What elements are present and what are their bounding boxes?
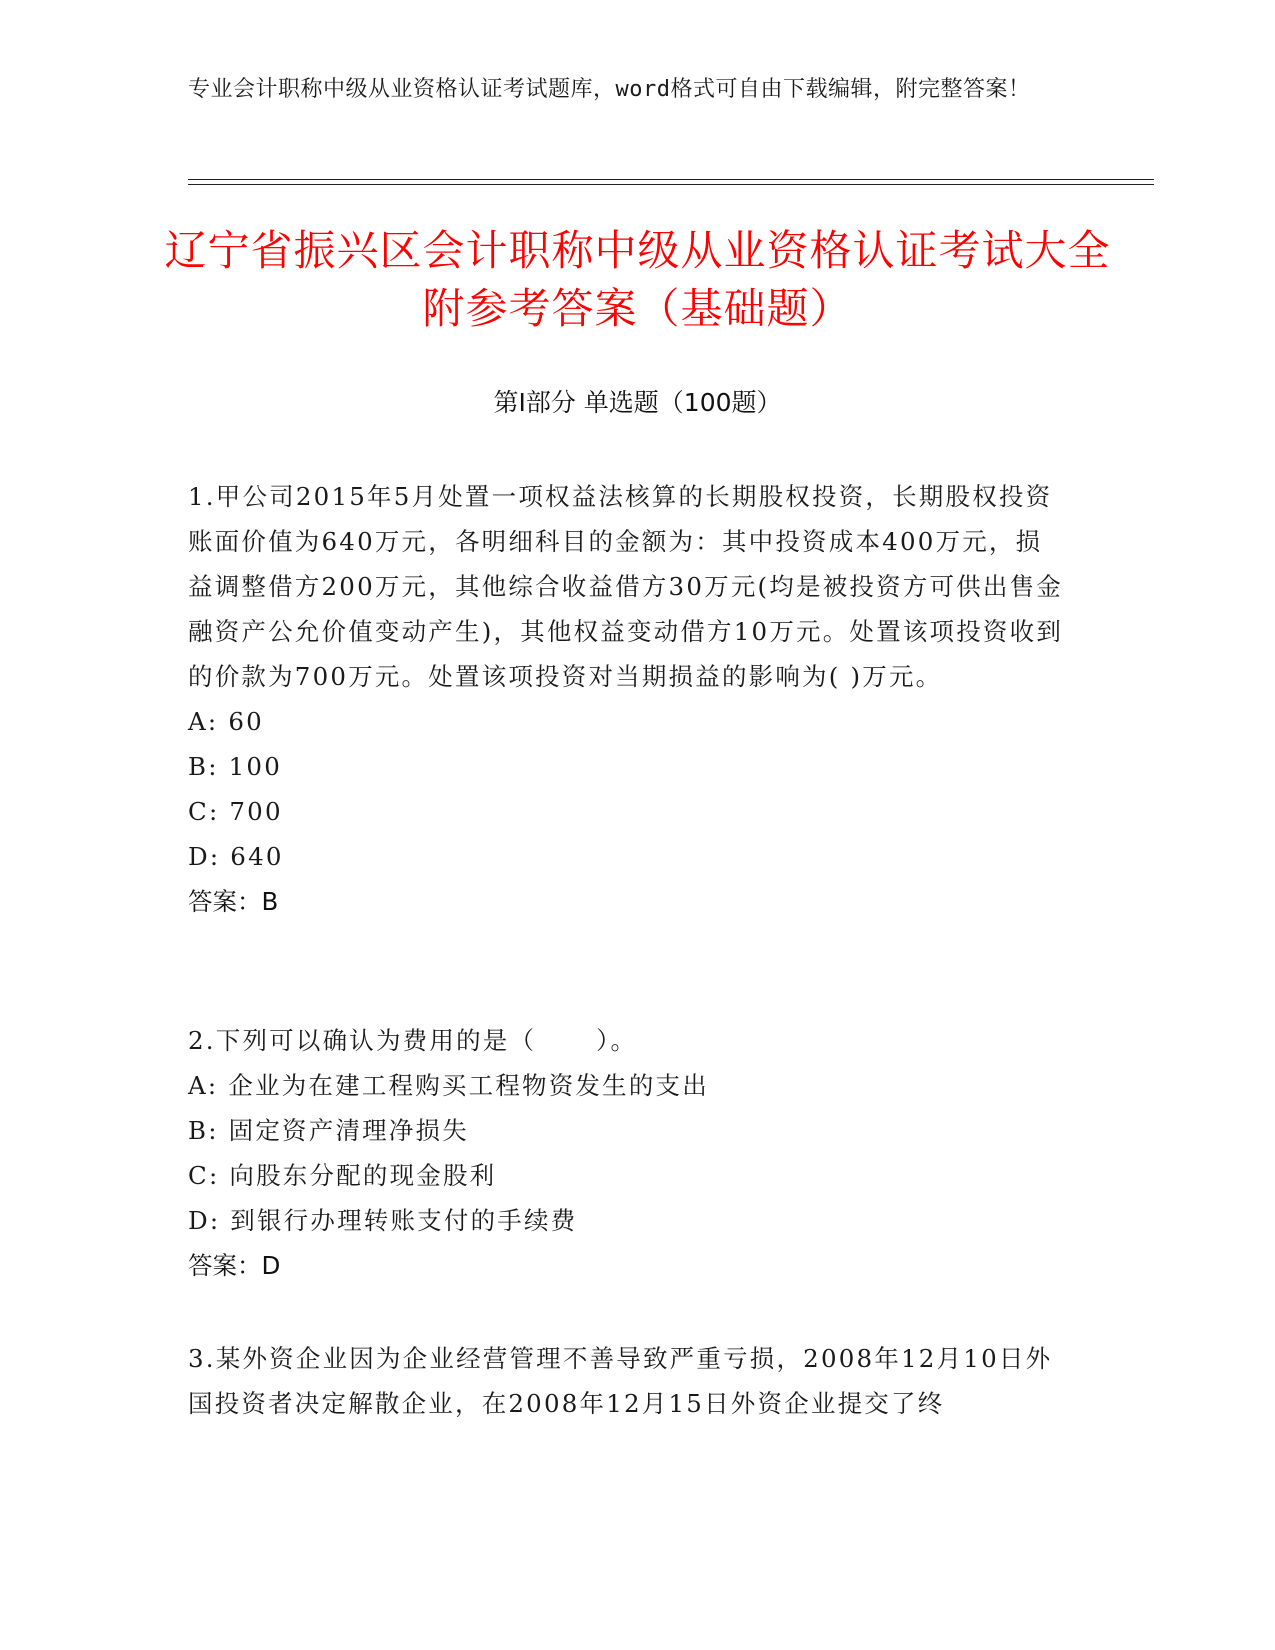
document-title: 辽宁省振兴区会计职称中级从业资格认证考试大全附参考答案（基础题） xyxy=(164,226,1111,333)
option-a: A: 企业为在建工程购买工程物资发生的支出 xyxy=(188,1071,709,1100)
header-note: 专业会计职称中级从业资格认证考试题库，word格式可自由下载编辑，附完整答案！ xyxy=(188,77,1031,102)
question-stem: 3.某外资企业因为企业经营管理不善导致严重亏损，2008年12月10日外国投资者决定解散企业，在2008年12月15日外资企业提交了终 xyxy=(188,1344,1053,1418)
option-b: B: 100 xyxy=(188,752,283,781)
option-d: D: 到银行办理转账支付的手续费 xyxy=(188,1206,578,1235)
option-c: C: 向股东分配的现金股利 xyxy=(188,1161,497,1190)
option-d: D: 640 xyxy=(188,842,284,871)
option-b: B: 固定资产清理净损失 xyxy=(188,1116,469,1145)
question-stem: 1.甲公司2015年5月处置一项权益法核算的长期股权投资，长期股权投资账面价值为640万元，各明细科目的金额为：其中投资成本400万元，损益调整借方200万元，其他综合收益借方30万元(均是被投资方可供出售金融资产公允价值变动产生)，其他权益变动借方10万元。处置该项投资收到的价款为700万元。处置该项投资对当期损益的影响为( )万元。 xyxy=(188,482,1064,691)
option-c: C: 700 xyxy=(188,797,283,826)
question-3 xyxy=(188,1336,1068,1426)
question-1 xyxy=(188,474,1068,924)
answer-line: 答案：D xyxy=(188,1251,281,1280)
header-rule-bottom xyxy=(188,184,1154,185)
header-rule-top xyxy=(188,179,1154,180)
answer-line: 答案：B xyxy=(188,887,279,916)
question-2 xyxy=(188,1018,1068,1288)
question-stem: 2.下列可以确认为费用的是（ ）。 xyxy=(188,1026,638,1055)
section-title: 第I部分 单选题（100题） xyxy=(493,388,782,417)
option-a: A: 60 xyxy=(188,707,264,736)
